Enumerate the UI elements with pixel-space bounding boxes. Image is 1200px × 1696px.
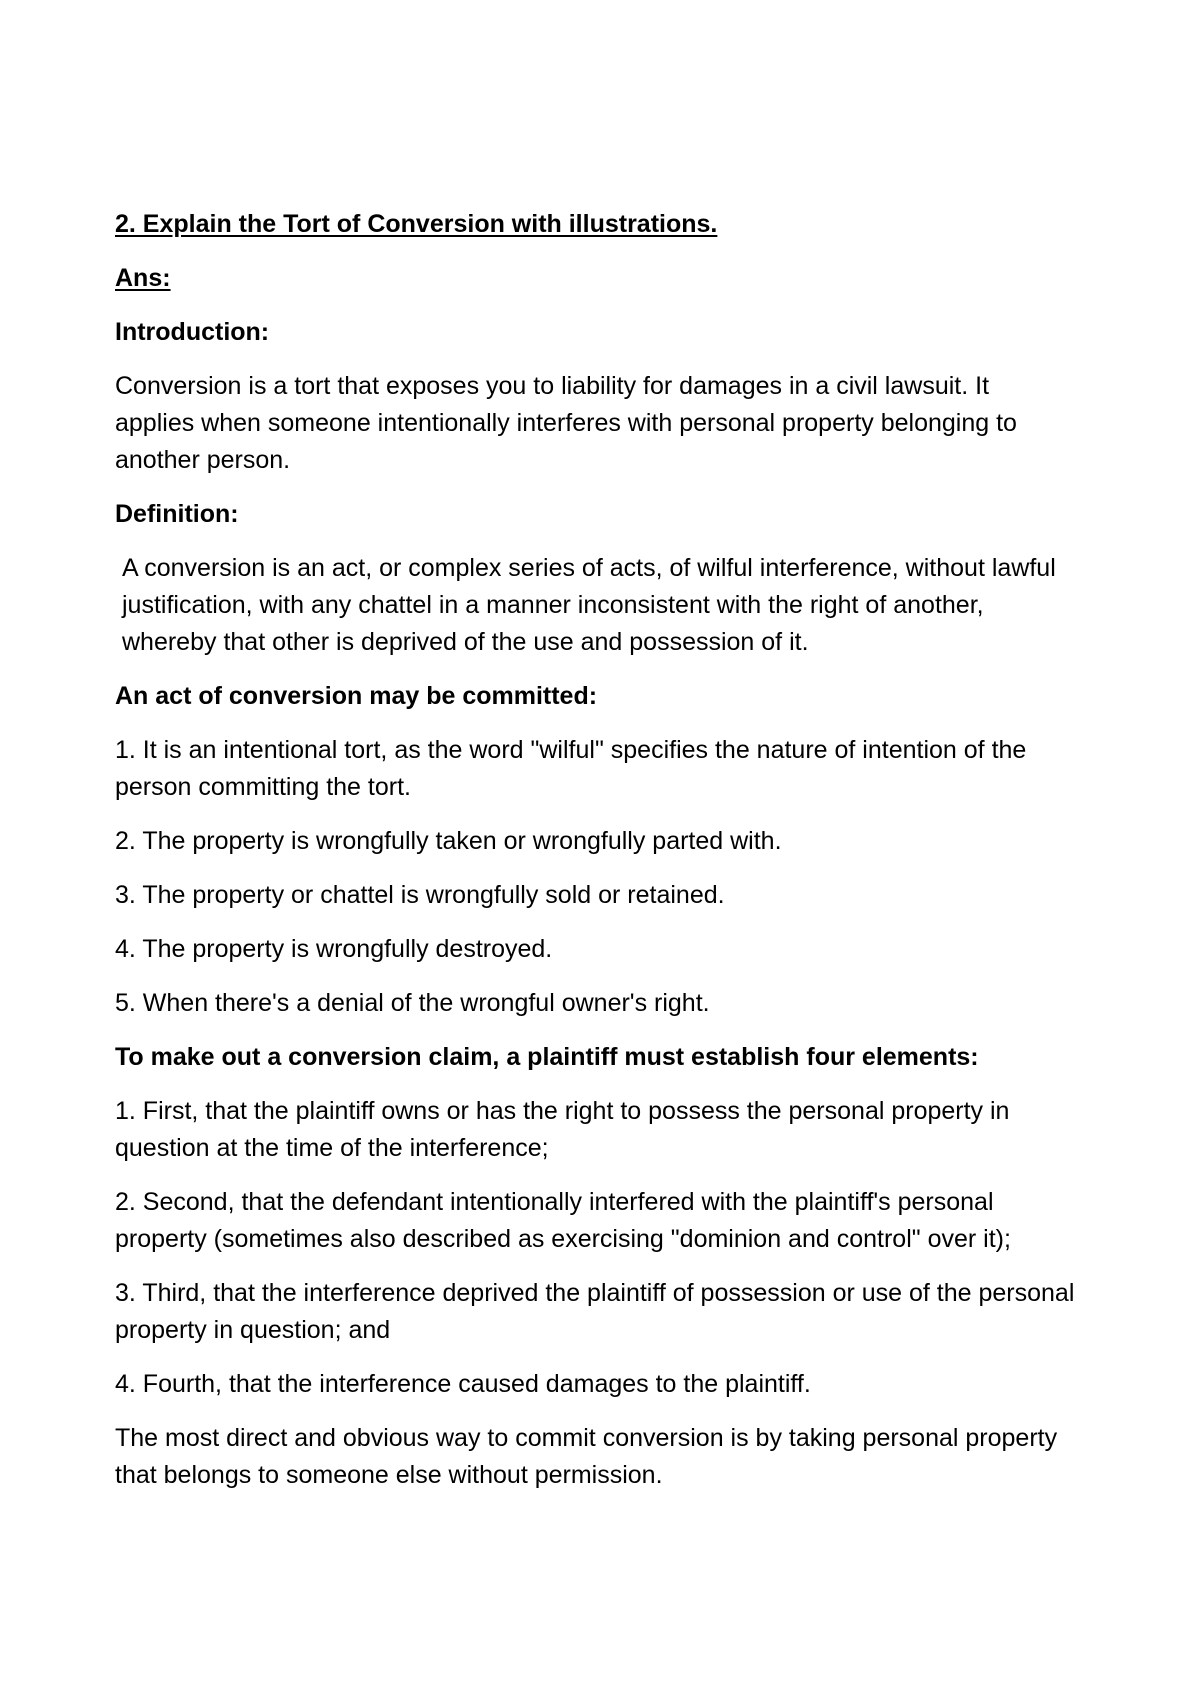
elements-item: 4. Fourth, that the interference caused damages to the plaintiff.: [115, 1370, 811, 1398]
acts-item: 5. When there's a denial of the wrongful owner's right.: [115, 989, 710, 1017]
elements-item: 2. Second, that the defendant intentionally interfered with the plaintiff's personal property (sometimes also described as exercising "dominion and control" over it);: [115, 1188, 1011, 1253]
definition-heading: Definition:: [115, 500, 239, 528]
acts-item: 1. It is an intentional tort, as the word "wilful" specifies the nature of intention of the person committing the tort.: [115, 736, 1027, 801]
introduction-paragraph: Conversion is a tort that exposes you to liability for damages in a civil lawsuit. It applies when someone intentionally interferes with personal property belonging to another person.: [115, 372, 1017, 474]
introduction-heading: Introduction:: [115, 318, 270, 346]
answer-label: Ans:: [115, 264, 171, 292]
elements-item: 1. First, that the plaintiff owns or has the right to possess the personal property in question at the time of the interference;: [115, 1097, 1010, 1162]
elements-item: 3. Third, that the interference deprived the plaintiff of possession or use of the personal property in question; and: [115, 1279, 1075, 1344]
question-heading: 2. Explain the Tort of Conversion with illustrations.: [115, 210, 718, 238]
acts-item: 3. The property or chattel is wrongfully sold or retained.: [115, 881, 725, 909]
definition-paragraph: A conversion is an act, or complex series of acts, of wilful interference, without lawful justification, with any chattel in a manner inconsistent with the right of another, whereby that other is deprived of the use and possession of it.: [122, 554, 1056, 656]
acts-heading: An act of conversion may be committed:: [115, 682, 598, 710]
elements-heading: To make out a conversion claim, a plaintiff must establish four elements:: [115, 1043, 979, 1071]
conclusion-paragraph: The most direct and obvious way to commit conversion is by taking personal property that belongs to someone else without permission.: [115, 1424, 1058, 1489]
document-body: [115, 206, 1075, 1511]
acts-item: 2. The property is wrongfully taken or wrongfully parted with.: [115, 827, 782, 855]
acts-item: 4. The property is wrongfully destroyed.: [115, 935, 553, 963]
